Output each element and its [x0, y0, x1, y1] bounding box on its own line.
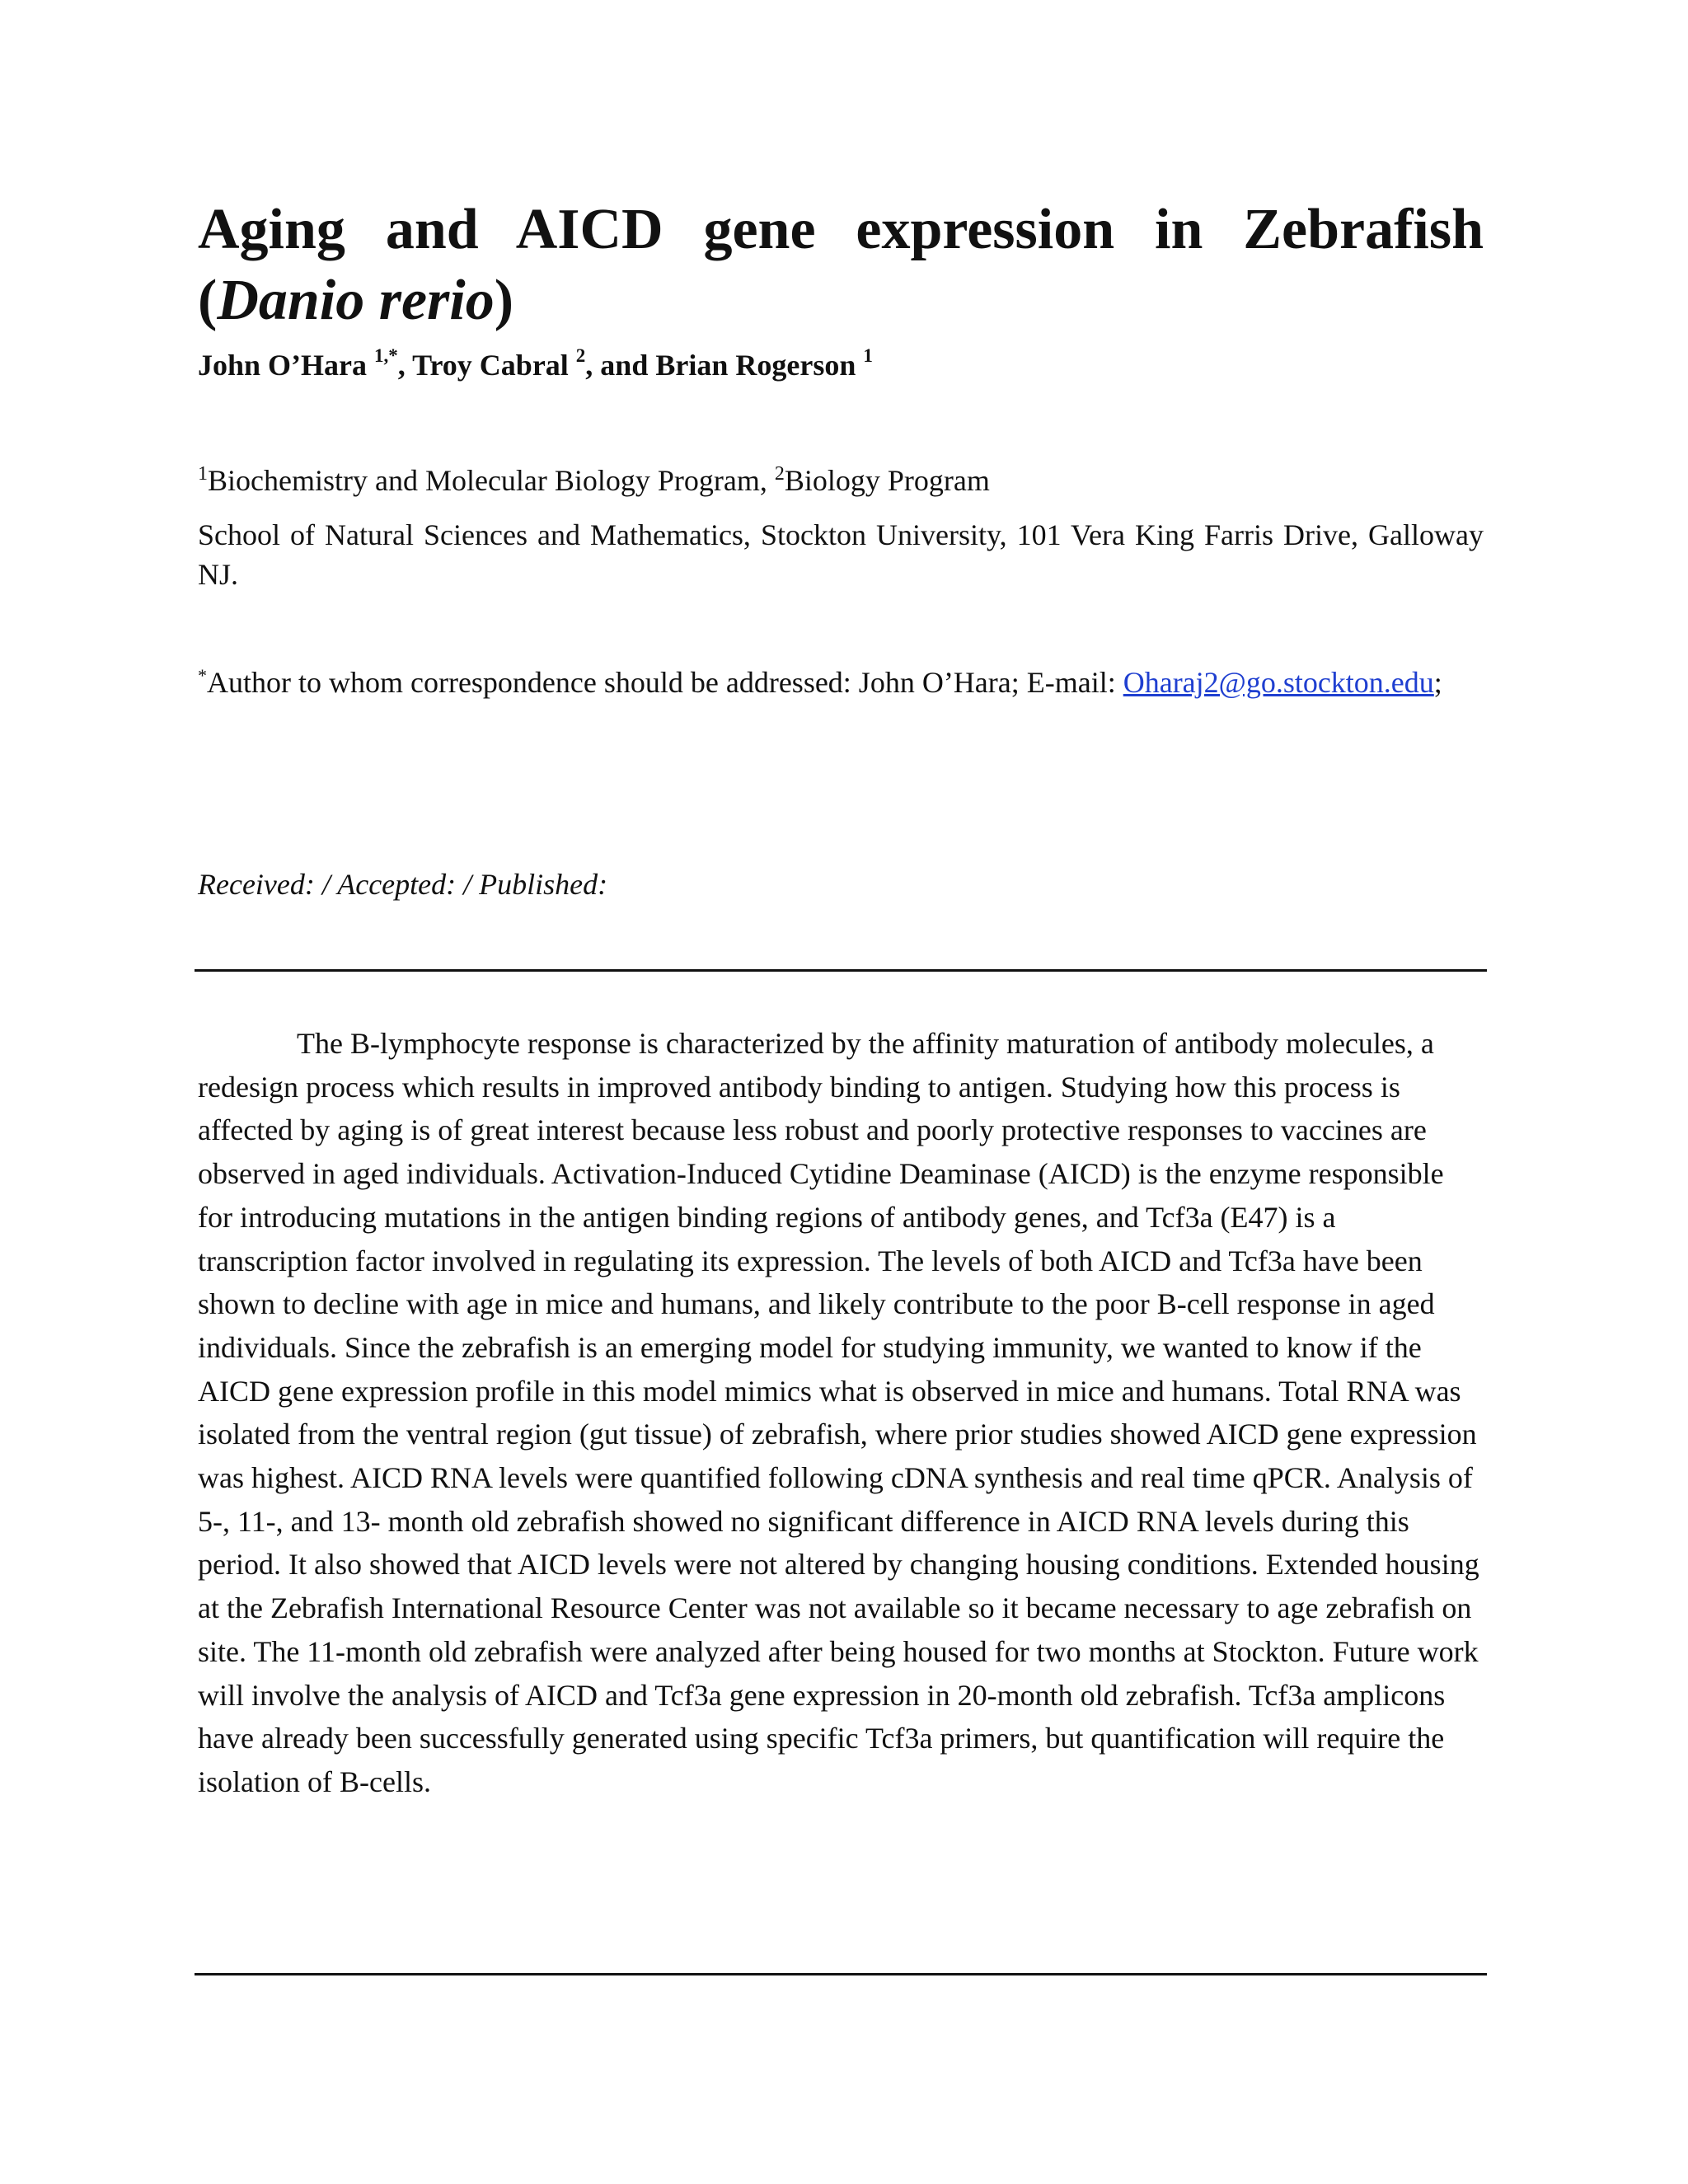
- affiliation-text: Biochemistry and Molecular Biology Program,: [208, 464, 775, 497]
- affiliation-programs: [198, 462, 990, 499]
- correspondence-suffix: ;: [1433, 666, 1442, 699]
- title-species: Danio rerio: [217, 269, 495, 332]
- author-name: John O’Hara: [198, 349, 368, 382]
- author-name: Brian Rogerson: [655, 349, 856, 382]
- author-marks: 1: [863, 345, 873, 366]
- publication-dates: Received: / Accepted: / Published:: [198, 868, 608, 901]
- bottom-divider: [195, 1973, 1487, 1975]
- author-name: Troy Cabral: [412, 349, 569, 382]
- email-link[interactable]: Oharaj2@go.stockton.edu: [1123, 666, 1434, 699]
- abstract-text: The B-lymphocyte response is characterized by the affinity maturation of antibody molecules, a redesign process which results in improved antibody binding to antigen. Studying how this process is affected by aging is of great interest because less robust and poorly protective responses to vaccines are observed in aged individuals. Activation-Induced Cytidine Deaminase (AICD) is the enzyme responsible for introducing mutations in the antigen binding regions of antibody genes, and Tcf3a (E47) is a transcription factor involved in regulating its expression. The levels of both AICD and Tcf3a have been shown to decline with age in mice and humans, and likely contribute to the poor B-cell response in aged individuals. Since the zebrafish is an emerging model for studying immunity, we wanted to know if the AICD gene expression profile in this model mimics what is observed in mice and humans. Total RNA was isolated from the ventral region (gut tissue) of zebrafish, where prior studies showed AICD gene expression was highest. AICD RNA levels were quantified following cDNA synthesis and real time qPCR. Analysis of 5-, 11-, and 13- month old zebrafish showed no significant difference in AICD RNA levels during this period. It also showed that AICD levels were not altered by changing housing conditions. Extended housing at the Zebrafish International Resource Center was not available so it became necessary to age zebrafish on site. The 11-month old zebrafish were analyzed after being housed for two months at Stockton. Future work will involve the analysis of AICD and Tcf3a gene expression in 20-month old zebrafish. Tcf3a amplicons have already been successfully generated using specific Tcf3a primers, but quantification will require the isolation of B-cells.: [198, 1027, 1479, 1798]
- author-separator: ,: [397, 349, 413, 382]
- affiliation-mark: 1: [198, 463, 208, 485]
- author-separator: , and: [585, 349, 656, 382]
- author-list: [198, 346, 873, 384]
- correspondence-note: [198, 663, 1484, 702]
- author-marks: 2: [575, 345, 586, 366]
- affiliation-mark: 2: [774, 463, 785, 485]
- author-marks: 1,*: [374, 345, 398, 366]
- title-close: ): [494, 269, 514, 332]
- correspondence-text: Author to whom correspondence should be addressed: John O’Hara; E-mail:: [207, 666, 1123, 699]
- top-divider: [195, 969, 1487, 972]
- correspondence-mark: *: [198, 665, 207, 686]
- paper-title: [198, 194, 1484, 336]
- affiliation-address: School of Natural Sciences and Mathematics, Stockton University, 101 Vera King Farris Drive, Galloway NJ.: [198, 518, 1484, 591]
- title-main: Aging and AICD gene expression in Zebrafish (: [198, 198, 1484, 332]
- affiliation-text: Biology Program: [784, 464, 990, 497]
